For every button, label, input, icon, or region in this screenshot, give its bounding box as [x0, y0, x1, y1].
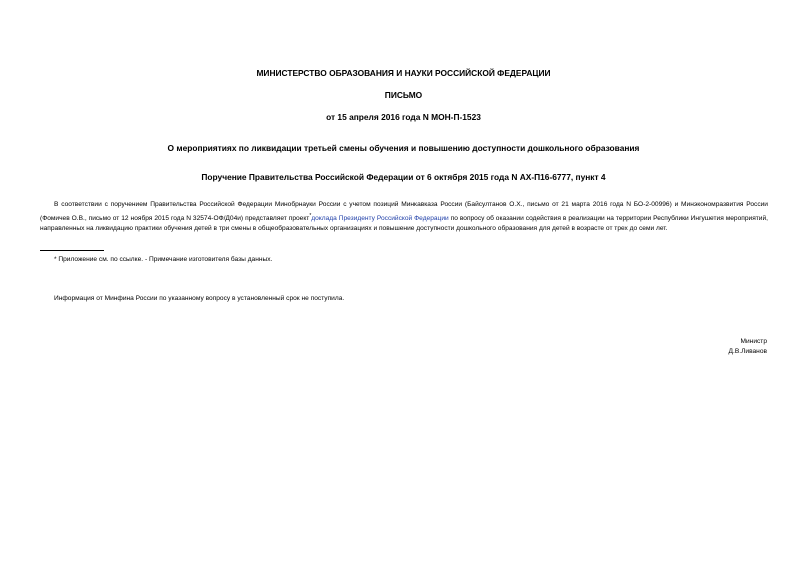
ministry-heading: МИНИСТЕРСТВО ОБРАЗОВАНИЯ И НАУКИ РОССИЙСКОЙ ФЕДЕРАЦИИ	[256, 68, 551, 78]
document-type: ПИСЬМО	[384, 90, 423, 100]
signatory-name: Д.В.Ливанов	[728, 348, 767, 355]
footnote-text: * Приложение см. по ссылке. - Примечание изготовителя базы данных.	[54, 256, 273, 263]
main-paragraph-text-end: по вопросу об оказании содействия в реализации на территории Республики Ингушетия мероприятий, направленных на ликвидацию практики обучения детей в три смены в общеобразовательных организациях и повышение доступности дошкольного образования для детей в возрасте от трех до семи лет.	[40, 214, 768, 233]
report-link[interactable]: доклада Президенту Российской Федерации	[311, 214, 449, 222]
signatory-title: Министр	[740, 338, 767, 345]
main-paragraph	[40, 200, 768, 235]
main-paragraph-text-start: В соответствии с поручением Правительства Российской Федерации Минобрнауки России с учетом позиций Минкавказа России (Байсултанов О.Х., письмо от 21 марта 2016 года N БО-2-00996) и Минэкономразвития России (Фомичев О.В., письмо от 12 ноября 2015 года N 32574-ОФ/Д04и) представляет проект	[40, 201, 768, 222]
document-date-number: от 15 апреля 2016 года N МОН-П-1523	[326, 112, 481, 122]
info-paragraph: Информация от Минфина России по указанному вопросу в установленный срок не поступила.	[54, 295, 345, 302]
footnote-divider	[40, 250, 104, 251]
footnote-marker: *	[309, 212, 312, 219]
government-order-reference: Поручение Правительства Российской Федерации от 6 октября 2015 года N АХ-П16-6777, пункт 4	[201, 172, 606, 182]
document-subject: О мероприятиях по ликвидации третьей смены обучения и повышению доступности дошкольного образования	[167, 143, 640, 153]
